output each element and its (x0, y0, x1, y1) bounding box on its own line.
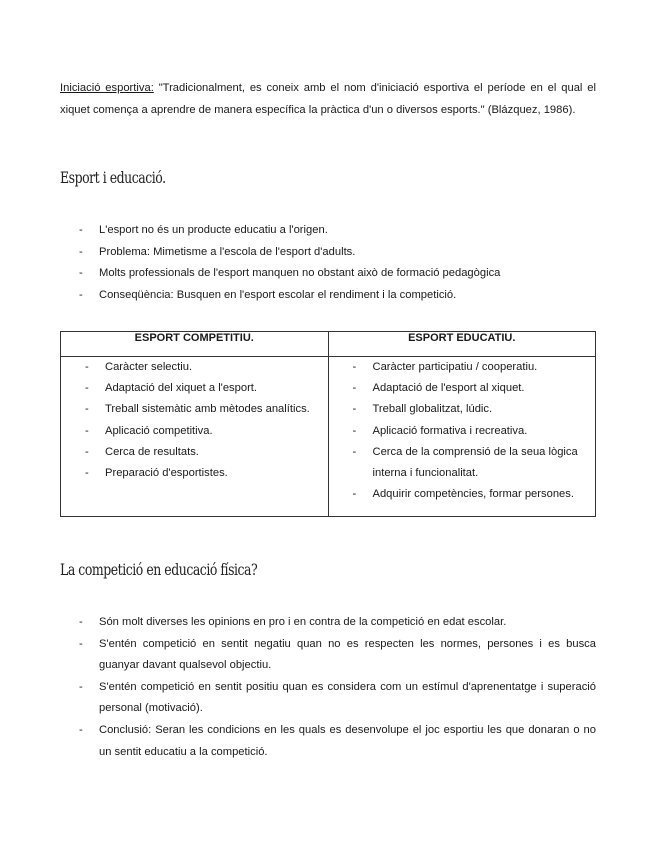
list-item-text: L'esport no és un producte educatiu a l'origen. (99, 224, 328, 236)
dash-bullet: - (352, 445, 357, 458)
dash-bullet: - (85, 445, 89, 458)
table-row (61, 357, 596, 517)
dash-bullet: - (79, 267, 83, 279)
list-item (79, 720, 596, 763)
dash-bullet: - (85, 424, 89, 437)
list-item-text: Preparació d'esportistes. (105, 467, 228, 480)
list-item (85, 357, 328, 378)
list-item-text: Treball sistemàtic amb mètodes analítics. (105, 403, 310, 416)
list-item-text: Treball globalitzat, lúdic. (372, 403, 493, 416)
cell-competitiu (61, 357, 329, 517)
dash-bullet: - (352, 361, 357, 373)
section-heading-competicio: La competició en educació física? (60, 560, 258, 579)
list-item (352, 357, 590, 378)
dash-bullet: - (352, 424, 357, 437)
section1-list (79, 220, 599, 306)
section-heading-esport-educacio: Esport i educació. (60, 168, 166, 187)
dash-bullet: - (79, 616, 83, 628)
list-item (79, 220, 599, 242)
dash-bullet: - (85, 403, 89, 416)
list-item (85, 421, 328, 442)
header-esport-educatiu: ESPORT EDUCATIU. (328, 332, 596, 357)
educatiu-list (352, 357, 590, 505)
cell-educatiu (328, 357, 596, 517)
list-item (352, 399, 590, 420)
dash-bullet: - (352, 382, 357, 395)
intro-text: "Tradicionalment, es coneix amb el nom d'iniciació esportiva el període en el qual el xiquet comença a aprendre de manera específica la pràctica d'un o diversos esports." (Blázquez, 1986). (60, 82, 597, 116)
list-item-text: Cerca de resultats. (105, 445, 199, 458)
list-item (85, 463, 328, 484)
dash-bullet: - (79, 723, 83, 736)
header-esport-competitiu: ESPORT COMPETITIU. (61, 332, 329, 357)
dash-bullet: - (79, 288, 83, 301)
comparison-table (60, 331, 596, 517)
dash-bullet: - (79, 637, 83, 650)
list-item (352, 421, 590, 442)
dash-bullet: - (85, 361, 89, 373)
list-item (352, 484, 590, 505)
list-item (85, 442, 328, 463)
dash-bullet: - (352, 403, 357, 416)
list-item (85, 378, 328, 399)
list-item-text: Adaptació de l'esport al xiquet. (372, 382, 525, 395)
list-item (85, 399, 328, 420)
list-item-text: Caràcter participatiu / cooperatiu. (372, 361, 538, 373)
list-item-text: Conseqüència: Busquen en l'esport escolar el rendiment i la competició. (99, 288, 457, 301)
dash-bullet: - (79, 680, 83, 693)
list-item-text: Molts professionals de l'esport manquen no obstant això de formació pedagògica (99, 267, 501, 279)
dash-bullet: - (352, 488, 357, 501)
list-item-text: Caràcter selectiu. (105, 361, 193, 373)
competitiu-list (85, 357, 328, 484)
dash-bullet: - (79, 224, 83, 236)
list-item-text: Adquirir competències, formar persones. (372, 488, 574, 501)
dash-bullet: - (85, 382, 89, 395)
list-item-text: Aplicació competitiva. (105, 424, 213, 437)
table-header-row (61, 332, 596, 357)
list-item (79, 285, 599, 307)
list-item-text: S'entén competició en sentit positiu quan es considera com un estímul d'aprenentatge i superació personal (motivació). (99, 680, 596, 715)
list-item (79, 612, 596, 634)
list-item (79, 677, 596, 720)
list-item-text: Aplicació formativa i recreativa. (372, 424, 528, 437)
list-item (79, 263, 599, 285)
list-item (352, 442, 590, 484)
list-item-text: Problema: Mimetisme a l'escola de l'esport d'adults. (99, 245, 356, 258)
intro-term: Iniciació esportiva: (60, 82, 154, 94)
list-item (79, 634, 596, 677)
list-item-text: Conclusió: Seran les condicions en les quals es desenvolupe el joc esportiu les que donaran o no un sentit educatiu a la competició. (99, 723, 596, 758)
list-item (79, 242, 599, 264)
dash-bullet: - (85, 467, 89, 480)
list-item (352, 378, 590, 399)
intro-paragraph (60, 77, 596, 121)
list-item-text: S'entén competició en sentit negatiu quan no es respecten les normes, persones i es busca guanyar davant qualsevol objectiu. (99, 637, 596, 672)
section2-list (79, 612, 596, 763)
list-item-text: Són molt diverses les opinions en pro i en contra de la competició en edat escolar. (99, 616, 507, 628)
list-item-text: Cerca de la comprensió de la seua lògica interna i funcionalitat. (372, 445, 578, 480)
list-item-text: Adaptació del xiquet a l'esport. (105, 382, 258, 395)
dash-bullet: - (79, 245, 83, 258)
